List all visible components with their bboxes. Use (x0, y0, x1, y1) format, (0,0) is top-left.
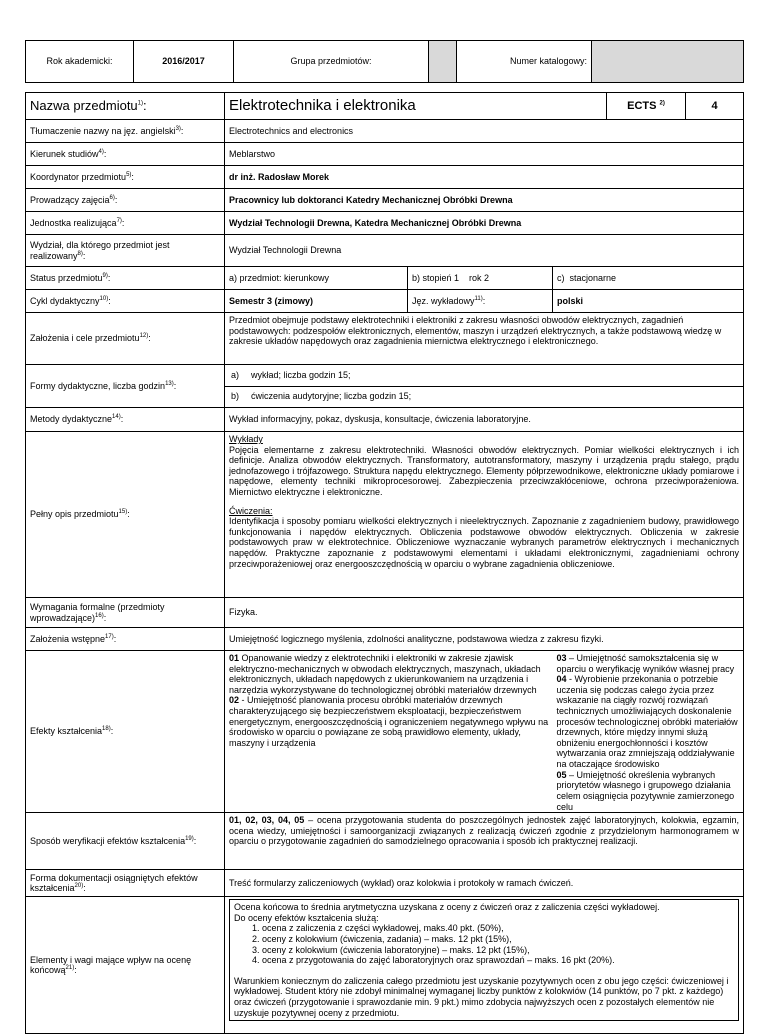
documentation-value: Treść formularzy zaliczeniowych (wykład) oraz kolokwia i protokoły w ramach ćwiczeń. (225, 870, 744, 897)
description-label: Pełny opis przedmiotu$^{15)}$: (26, 432, 225, 598)
goals-value: Przedmiot obejmuje podstawy elektrotechniki i elektroniki z zakresu własności obwodów elektrycznych, zagadnień podstawowych: podzespołów elektronicznych, elementów, maszyn i urządzeń elektrycznych, a także podstawową wiedzę w zakresie układów napędowych oraz zagadnienia miernictwa elektrycznego i elektronicznego. (225, 313, 744, 365)
description-row (26, 432, 744, 598)
description-value (225, 432, 744, 598)
cycle-label: Cykl dydaktyczny$^{10)}$: (26, 290, 225, 313)
prereq-label: Założenia wstępne$^{17)}$: (26, 628, 225, 651)
cycle-row (26, 290, 744, 313)
grading-row (26, 897, 744, 1034)
requirements-row (26, 598, 744, 628)
lecture-heading: Wykłady (229, 434, 263, 444)
status-row (26, 267, 744, 290)
unit-label: Jednostka realizująca$^{7)}$: (26, 212, 225, 235)
translation-value: Electrotechnics and electronics (225, 120, 744, 143)
forms-a-text: wykład; liczba godzin 15; (251, 365, 743, 386)
language-value: polski (553, 290, 744, 313)
requirements-label: Wymagania formalne (przedmioty wprowadzające)$^{16)}$: (26, 598, 225, 628)
grading-intro-1: Ocena końcowa to średnia arytmetyczna uzyskana z oceny z ćwiczeń oraz z zaliczenia części wykładowej. (234, 902, 660, 913)
field-value: Meblarstwo (225, 143, 744, 166)
field-row (26, 143, 744, 166)
requirements-value: Fizyka. (225, 598, 744, 628)
status-label: Status przedmiotu$^{9)}$: (26, 267, 225, 290)
grading-intro-2: Do oceny efektów kształcenia służą: (234, 912, 379, 923)
subject-group-label: Grupa przedmiotów: (234, 41, 429, 83)
faculty-row (26, 235, 744, 267)
status-mode: c) stacjonarne (553, 267, 744, 290)
grading-value (225, 897, 744, 1034)
verification-row (26, 813, 744, 870)
forms-label: Formy dydaktyczne, liczba godzin$^{13)}$: (26, 365, 225, 408)
outcome-04: 04 - Wyrobienie przekonania o potrzebie uczenia się podczas całego życia przez wskazanie na ciągły rozwój rozwiązań technicznych umożliwiających doskonalenie procesów technologicznej obróbki materiałów drzewnych, które między innymi służą obniżeniu energochłonności i kosztów wytwarzania oraz zmniejszają oddziaływanie na otaczające środowisko (556, 674, 738, 770)
grading-item: 4. ocena z przygotowania do zajęć laboratoryjnych oraz sprawozdań – maks. 16 pkt (20%). (262, 955, 734, 966)
coordinator-value: dr inż. Radosław Morek (225, 166, 744, 189)
academic-year-value: 2016/2017 (134, 41, 234, 83)
course-name-value: Elektrotechnika i elektronika (225, 93, 607, 120)
grading-label: Elementy i wagi mające wpływ na ocenę końcową$^{21)}$: (26, 897, 225, 1034)
catalog-number-value (592, 41, 744, 83)
cycle-value: Semestr 3 (zimowy) (225, 290, 408, 313)
status-type: a) przedmiot: kierunkowy (225, 267, 408, 290)
unit-value: Wydział Technologii Drewna, Katedra Mechanicznej Obróbki Drewna (225, 212, 744, 235)
catalog-number-label: Numer katalogowy: (457, 41, 592, 83)
goals-label: Założenia i cele przedmiotu$^{12)}$: (26, 313, 225, 365)
translation-row (26, 120, 744, 143)
language-label: Jęz. wykładowy$^{11)}$: (408, 290, 553, 313)
outcomes-left (225, 651, 553, 813)
outcomes-row (26, 651, 744, 813)
outcome-01: 01 Opanowanie wiedzy z elektrotechniki i elektroniki w zakresie zjawisk elektryczno-mechanicznych w obwodach elektrycznych, maszynach, układach elektronicznych, układach napędowych z ukierunkowaniem na urządzenia i narzędzia wykorzystywane do technologicznej obróbki materiałów drzewnych (229, 653, 541, 695)
header-table (25, 40, 744, 83)
course-name-row (26, 93, 744, 120)
status-level: b) stopień 1 rok 2 (408, 267, 553, 290)
grading-box (229, 899, 739, 1021)
subject-group-value (429, 41, 457, 83)
grading-item: 2. oceny z kolokwium (ćwiczenia, zadania) – maks. 12 pkt (15%), (262, 934, 734, 945)
syllabus-table (25, 92, 744, 1034)
prereq-value: Umiejętność logicznego myślenia, zdolności analityczne, podstawowa wiedza z zakresu fizyki. (225, 628, 744, 651)
forms-b-letter: b) (231, 391, 240, 402)
verification-value: 01, 02, 03, 04, 05 – ocena przygotowania studenta do poszczególnych jednostek zajęć laboratoryjnych, kolokwia, egzamin, ocena wiedzy, umiejętności i samoorganizacji związanych z realizacją ćwiczeń zgodnie z przydzielonym harmonogramem w oparciu o przygotowanie zagadnień do samodzielnego opracowania i sposób ich praktycznej realizacji. (225, 813, 744, 870)
methods-value: Wykład informacyjny, pokaz, dyskusja, konsultacje, ćwiczenia laboratoryjne. (225, 408, 744, 432)
documentation-label: Forma dokumentacji osiągniętych efektów kształcenia$^{20)}$: (26, 870, 225, 897)
teacher-value: Pracownicy lub doktoranci Katedry Mechanicznej Obróbki Drewna (225, 189, 744, 212)
ects-value: 4 (686, 93, 744, 120)
grading-note: Warunkiem koniecznym do zaliczenia całego przedmiotu jest uzyskanie pozytywnych ocen z obu jego części: ćwiczeniowej i wykładowej. Student który nie zdobył minimalnej wymaganej liczby punktów z kolokwiów (14 punktów, po 7 pkt. z każdego) oraz ćwiczeń (przygotowanie i sprawozdanie min. 9 pkt.) mimo zdobycia najwyższych ocen z pozostałych elementów nie uzyskuje pozytywnej oceny z przedmiotu. (234, 975, 729, 1018)
exercises-heading: Ćwiczenia: (229, 505, 273, 516)
teacher-label: Prowadzący zajęcia$^{6)}$: (26, 189, 225, 212)
faculty-label: Wydział, dla którego przedmiot jest realizowany$^{8)}$: (26, 235, 225, 267)
teacher-row (26, 189, 744, 212)
coordinator-label: Koordynator przedmiotu$^{5)}$: (26, 166, 225, 189)
methods-row (26, 408, 744, 432)
outcome-03: 03 – Umiejętność samokształcenia się w oparciu o weryfikację wyników własnej pracy (556, 653, 735, 674)
verification-label: Sposób weryfikacji efektów kształcenia$^{19)}$: (26, 813, 225, 870)
outcomes-label: Efekty kształcenia$^{18)}$: (26, 651, 225, 813)
forms-b-text: ćwiczenia audytoryjne; liczba godzin 15; (251, 391, 412, 402)
documentation-row (26, 870, 744, 897)
lecture-text: Pojęcia elementarne z zakresu elektrotechniki. Własności obwodów elektrycznych. Pomiar wielkości elektrycznych i ich definicje. Analiza obwodów elektrycznych. Transformatory, autotransformatory, maszyny i urządzenia prądu stałego, prądu jednofazowego i trójfazowego. Struktura napędu elektrycznego. Elementy półprzewodnikowe, elektroniczne układy pomiarowe i napędowe, elementy techniki mikroprocesorowej. Zabezpieczenia przeciwzakłóceniowe, ochrona przeciwporażeniowa. Miernictwo elektryczne i elektroniczne. (229, 444, 740, 498)
grading-item: 1. ocena z zaliczenia z części wykładowej, maks.40 pkt. (50%), (262, 923, 734, 934)
unit-row (26, 212, 744, 235)
translation-label: Tłumaczenie nazwy na jęz. angielski$^{3)}$: (26, 120, 225, 143)
forms-list (225, 365, 743, 407)
exercises-text: Identyfikacja i sposoby pomiaru wielkości elektrycznych i nieelektrycznych. Zapoznanie z zagadnieniem budowy, prawidłowego funkcjonowania i napędów elektrycznych. Obliczenia podstawowe obwodów elektrycznych. Obliczenia w zakresie podstawowych praw w elektrotechnice. Obliczeniowe wyznaczanie wybranych parametrów elektrycznych i mechanicznych napędów. Praktyczne zapoznanie z podstawowymi elementami i układami elektronicznymi, zagadnieniami ochrony przeciwporażeniowej oraz energooszczędnością w oparciu o wybrane zagadnienia obliczeniowe. (229, 516, 740, 569)
goals-row (26, 313, 744, 365)
grading-list (234, 923, 734, 965)
ects-label: ECTS $^{2)}$ (607, 93, 686, 120)
prereq-row (26, 628, 744, 651)
field-label: Kierunek studiów$^{4)}$: (26, 143, 225, 166)
course-name-label: Nazwa przedmiotu$^{1)}$: (26, 93, 225, 120)
outcome-02: 02 - Umiejętność planowania procesu obróbki materiałów drzewnych charakteryzującego się bezpieczeństwem eksploatacji, bezpieczeństwem energetycznym, energooszczędnością i ograniczeniem negatywnego wpływu na środowisko w oparciu o powiązane ze sobą prawidłowo elementy, układy, maszyny i urządzenia (229, 695, 549, 748)
academic-year-label: Rok akademicki: (26, 41, 134, 83)
faculty-value: Wydział Technologii Drewna (225, 235, 744, 267)
grading-item: 3. oceny z kolokwium (ćwiczenia laboratoryjne) – maks. 12 pkt (15%), (262, 945, 734, 956)
outcome-05: 05 – Umiejętność określenia wybranych priorytetów własnego i grupowego działania celem osiągnięcia pozytywnie zamierzonego celu (556, 769, 735, 812)
methods-label: Metody dydaktyczne$^{14)}$: (26, 408, 225, 432)
forms-a-letter: a) (225, 365, 251, 386)
coordinator-row (26, 166, 744, 189)
forms-row (26, 365, 744, 408)
outcomes-right (553, 651, 744, 813)
